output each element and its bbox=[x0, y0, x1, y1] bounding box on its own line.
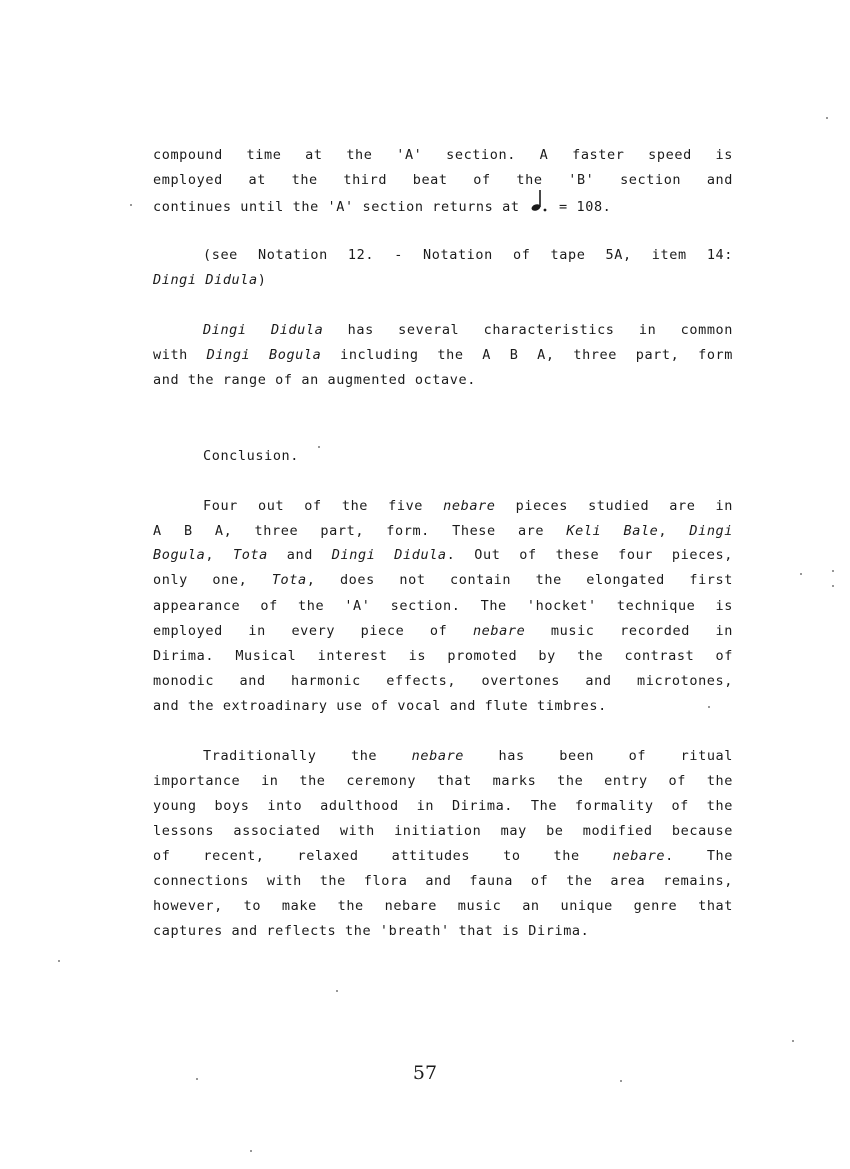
conclusion-heading: Conclusion. bbox=[203, 448, 300, 464]
dotted-half-note-icon bbox=[528, 195, 550, 215]
para2-title: Dingi Didula bbox=[153, 272, 258, 288]
scan-speck bbox=[832, 570, 834, 572]
para3-title: Dingi Didula bbox=[203, 322, 324, 338]
para3-line2-pre: with bbox=[153, 347, 207, 363]
para4-line7: Dirima. Musical interest is promoted by the contrast of bbox=[153, 648, 733, 664]
scan-speck bbox=[826, 117, 828, 119]
para4-l2-pre: A B A, three part, form. These are bbox=[153, 523, 567, 539]
scan-speck bbox=[318, 446, 320, 448]
para4-l4-italic: Tota bbox=[271, 572, 307, 588]
para5-l1-pre: Traditionally the bbox=[203, 748, 412, 764]
para4-l2-italic1: Keli Bale bbox=[566, 523, 659, 539]
para4-l4-pre: only one, bbox=[153, 572, 272, 588]
scan-speck bbox=[800, 573, 802, 575]
para4-l3-italic2: Tota bbox=[232, 547, 268, 563]
para1-line1: compound time at the 'A' section. A faster speed is bbox=[153, 147, 733, 163]
para4-l3-mid1: , bbox=[205, 547, 233, 563]
scan-speck bbox=[196, 1078, 198, 1080]
para4-line3 bbox=[153, 545, 733, 565]
para4-l6-post: music recorded in bbox=[525, 623, 733, 639]
para5-l5-pre: of recent, relaxed attitudes to the bbox=[153, 848, 613, 864]
scan-speck bbox=[336, 990, 338, 992]
para5-line6: connections with the flora and fauna of the area remains, bbox=[153, 873, 733, 889]
para4-line9: and the extroadinary use of vocal and flute timbres. bbox=[153, 698, 607, 714]
para4-l1-post: pieces studied are in bbox=[495, 498, 734, 514]
para1-line3-tempo: = 108. bbox=[559, 199, 612, 215]
para5-line3: young boys into adulthood in Dirima. The formality of the bbox=[153, 798, 733, 814]
para5-line5 bbox=[153, 846, 733, 866]
para4-l6-pre: employed in every piece of bbox=[153, 623, 473, 639]
para4-l3-post: . Out of these four pieces, bbox=[446, 547, 733, 563]
para1-line3-text: continues until the 'A' section returns at bbox=[153, 199, 520, 215]
scan-speck bbox=[130, 204, 132, 206]
para4-l6-italic: nebare bbox=[472, 623, 526, 639]
para3-line2-title: Dingi Bogula bbox=[206, 347, 322, 363]
para5-line4: lessons associated with initiation may be modified because bbox=[153, 823, 733, 839]
para4-l2-mid: , bbox=[658, 523, 690, 539]
para2-close: ) bbox=[257, 272, 267, 288]
para1-line3 bbox=[153, 195, 693, 217]
para4-l1-pre: Four out of the five bbox=[203, 498, 444, 514]
scan-speck bbox=[250, 1150, 252, 1152]
scan-speck bbox=[620, 1080, 622, 1082]
para3-line2 bbox=[153, 345, 733, 365]
para5-l5-post: . The bbox=[665, 848, 734, 864]
scan-speck bbox=[792, 1040, 794, 1042]
scan-speck bbox=[708, 706, 710, 708]
para5-line7: however, to make the nebare music an unique genre that bbox=[153, 898, 733, 914]
para4-l3-mid2: and bbox=[267, 547, 332, 563]
para3-line3: and the range of an augmented octave. bbox=[153, 372, 476, 388]
para4-line6 bbox=[153, 621, 733, 641]
para5-l1-italic: nebare bbox=[411, 748, 465, 764]
scan-speck bbox=[832, 585, 834, 587]
page-number: 57 bbox=[412, 1062, 438, 1084]
para5-line8: captures and reflects the 'breath' that is Dirima. bbox=[153, 923, 590, 939]
para4-l3-italic3: Dingi Didula bbox=[331, 547, 447, 563]
para5-line2: importance in the ceremony that marks the entry of the bbox=[153, 773, 733, 789]
para4-l4-post: , does not contain the elongated first bbox=[306, 572, 733, 588]
para3-line1 bbox=[203, 320, 733, 340]
para4-line5: appearance of the 'A' section. The 'hocket' technique is bbox=[153, 598, 733, 614]
para4-line4 bbox=[153, 570, 733, 590]
para4-l2-italic2: Dingi bbox=[689, 523, 733, 539]
para4-l3-italic1: Bogula bbox=[153, 547, 206, 563]
para5-l5-italic: nebare bbox=[612, 848, 666, 864]
para2-line1: (see Notation 12. - Notation of tape 5A, item 14: bbox=[203, 247, 733, 263]
para3-line1-text: has several characteristics in common bbox=[323, 322, 734, 338]
para2-line2 bbox=[153, 270, 733, 290]
para4-l1-italic: nebare bbox=[443, 498, 496, 514]
para1-line2: employed at the third beat of the 'B' section and bbox=[153, 172, 733, 188]
para4-line2 bbox=[153, 521, 733, 541]
para4-line1 bbox=[203, 496, 733, 516]
para4-line8: monodic and harmonic effects, overtones and microtones, bbox=[153, 673, 733, 689]
para5-l1-post: has been of ritual bbox=[464, 748, 733, 764]
para5-line1 bbox=[203, 746, 733, 766]
scan-speck bbox=[58, 960, 60, 962]
para3-line2-post: including the A B A, three part, form bbox=[321, 347, 734, 363]
